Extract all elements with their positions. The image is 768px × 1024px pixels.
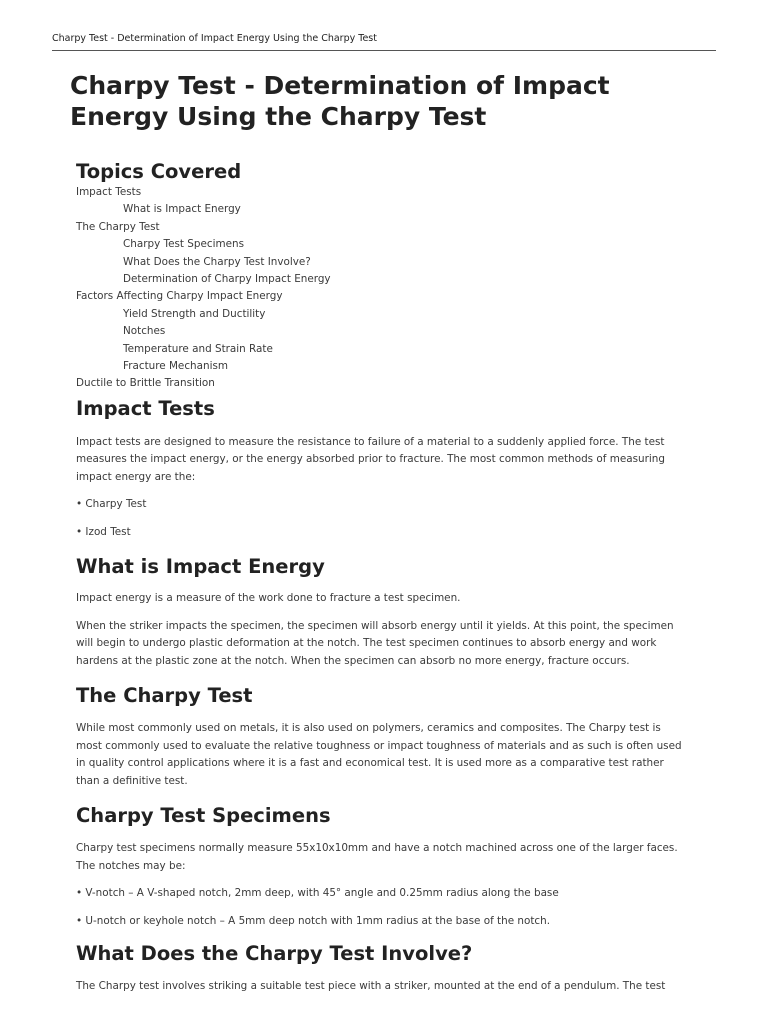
topic-item[interactable]: Temperature and Strain Rate [123,342,273,355]
document-body [70,70,688,996]
topic-item[interactable]: Impact Tests [76,186,142,198]
section-heading-charpy-test: The Charpy Test [76,684,253,708]
bullet-item: • Charpy Test [76,498,147,511]
topic-item[interactable]: What is Impact Energy [123,203,241,216]
topic-item[interactable]: Ductile to Brittle Transition [76,377,215,390]
running-header: Charpy Test - Determination of Impact Energy Using the Charpy Test [52,33,377,44]
paragraph: While most commonly used on metals, it is also used on polymers, ceramics and composites. The Charpy test is most commonly used to evaluate the relative toughness or impact toughness of materials and as such is often used in quality control applications where it is a fast and economical test. It is used more as a comparative test rather than a definitive test. [76,722,682,787]
topic-item[interactable]: Notches [123,325,166,338]
page-title: Charpy Test - Determination of Impact Energy Using the Charpy Test [70,71,610,131]
paragraph: Impact energy is a measure of the work done to fracture a test specimen. [76,592,461,605]
bullet-item: • Izod Test [76,525,131,538]
topic-item[interactable]: Determination of Charpy Impact Energy [123,273,331,286]
paragraph: Charpy test specimens normally measure 55x10x10mm and have a notch machined across one of the larger faces. The notches may be: [76,842,678,872]
topic-item[interactable]: Charpy Test Specimens [123,238,244,251]
bullet-item: • V-notch – A V-shaped notch, 2mm deep, with 45° angle and 0.25mm radius along the base [76,887,559,900]
section-heading-impact-energy: What is Impact Energy [76,555,325,579]
header-divider [52,50,716,51]
section-heading-impact-tests: Impact Tests [76,396,215,420]
topic-item[interactable]: What Does the Charpy Test Involve? [123,255,311,268]
paragraph: The Charpy test involves striking a suitable test piece with a striker, mounted at the end of a pendulum. The test [76,980,666,993]
paragraph: Impact tests are designed to measure the resistance to failure of a material to a suddenly applied force. The test measures the impact energy, or the energy absorbed prior to fracture. The most common methods of measuring impact energy are the: [76,435,665,483]
paragraph: When the striker impacts the specimen, the specimen will absorb energy until it yields. At this point, the specimen will begin to undergo plastic deformation at the notch. The test specimen continues to absorb energy and work hardens at the plastic zone at the notch. When the specimen can absorb no more energy, fracture occurs. [76,619,674,667]
topic-item[interactable]: Fracture Mechanism [123,360,229,373]
bullet-item: • U-notch or keyhole notch – A 5mm deep notch with 1mm radius at the base of the notch. [76,914,551,927]
section-heading-involve: What Does the Charpy Test Involve? [76,942,473,966]
topics-list [76,184,688,393]
section-heading-specimens: Charpy Test Specimens [76,804,331,828]
topics-heading: Topics Covered [76,160,242,183]
topic-item[interactable]: Factors Affecting Charpy Impact Energy [76,290,283,303]
topic-item[interactable]: The Charpy Test [76,220,160,233]
topic-item[interactable]: Yield Strength and Ductility [123,307,266,320]
